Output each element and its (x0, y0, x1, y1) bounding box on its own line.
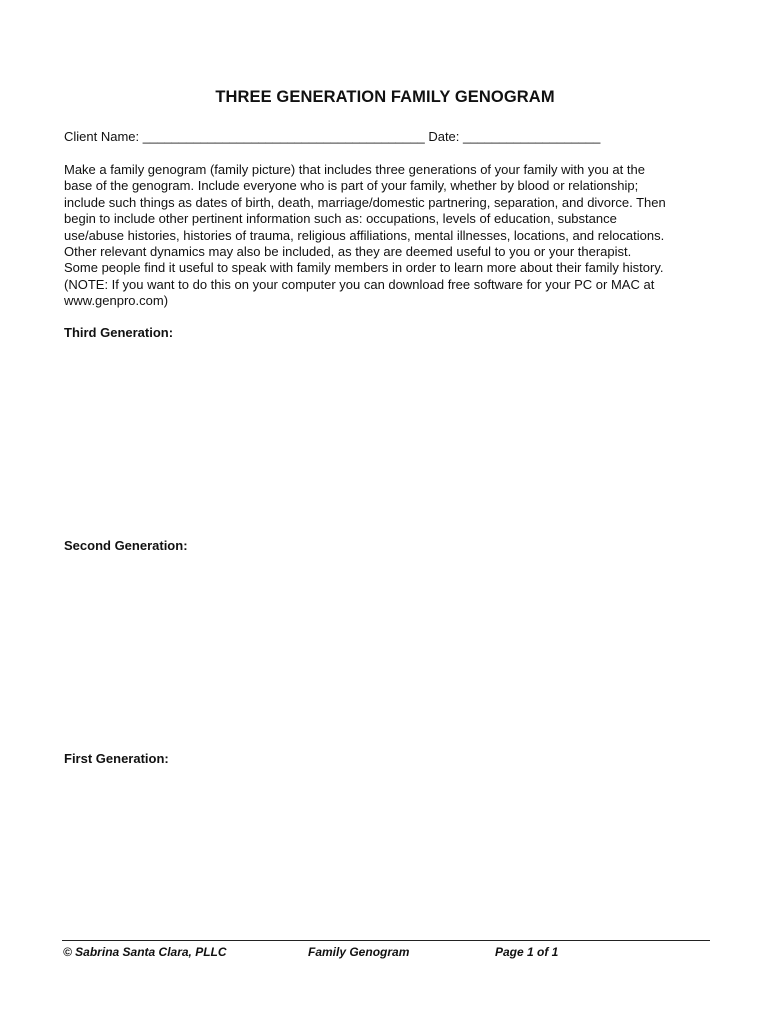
first-generation-heading: First Generation: (64, 751, 169, 766)
second-generation-heading: Second Generation: (64, 538, 188, 553)
third-generation-heading: Third Generation: (64, 325, 174, 340)
footer-copyright: © Sabrina Santa Clara, PLLC (63, 945, 227, 959)
document-title: THREE GENERATION FAMILY GENOGRAM (215, 88, 555, 106)
footer-page-number: Page 1 of 1 (495, 945, 559, 959)
footer-divider (62, 940, 710, 941)
instructions-line: www.genpro.com) (64, 293, 169, 309)
instructions-line: include such things as dates of birth, death, marriage/domestic partnering, separation, and divorce. Then (64, 194, 666, 210)
footer-document-name: Family Genogram (308, 945, 410, 959)
client-name-date-line: Client Name: _______________________________________ Date: ___________________ (64, 129, 601, 144)
instructions-line: use/abuse histories, histories of trauma, religious affiliations, mental illnesses, locations, and relocations. (64, 227, 665, 243)
instructions-line: begin to include other pertinent information such as: occupations, levels of education, substance (64, 211, 617, 227)
instructions-line: base of the genogram. Include everyone who is part of your family, whether by blood or relationship; (64, 178, 639, 194)
instructions-line: (NOTE: If you want to do this on your computer you can download free software for your PC or MAC at (64, 276, 655, 292)
instructions-line: Some people find it useful to speak with family members in order to learn more about their family history. (64, 260, 664, 276)
instructions-line: Make a family genogram (family picture) that includes three generations of your family with you at the (64, 162, 645, 177)
instructions-paragraph (64, 162, 714, 310)
instructions-line: Other relevant dynamics may also be included, as they are deemed useful to you or your therapist. (64, 244, 632, 260)
